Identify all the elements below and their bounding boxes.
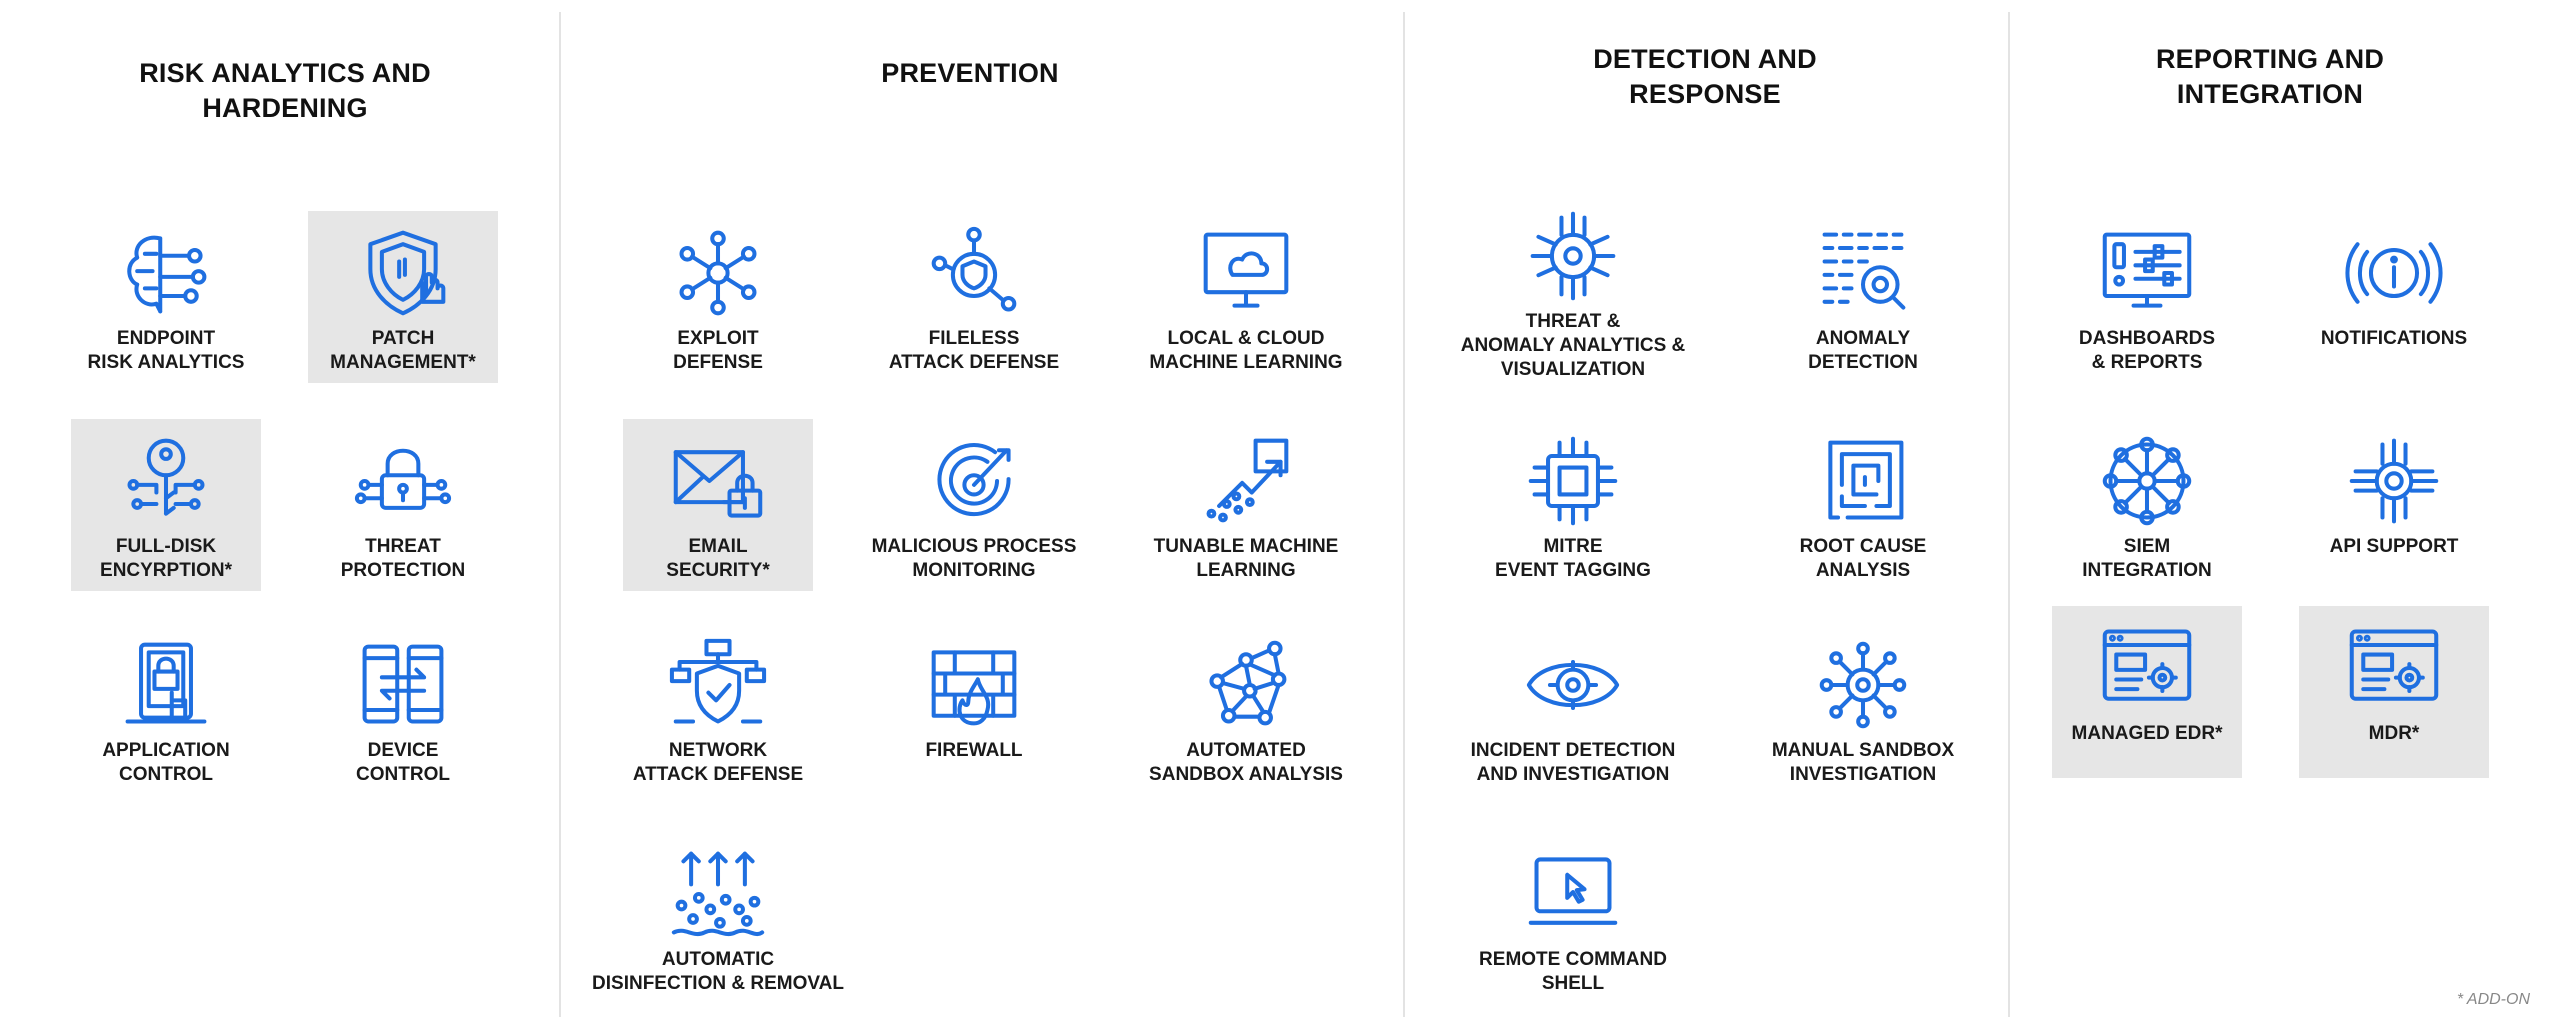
hub-network-icon bbox=[2099, 433, 2195, 529]
shield-hand-icon bbox=[355, 225, 451, 321]
feature-email-security[interactable] bbox=[623, 419, 813, 591]
cleanup-arrows-icon bbox=[670, 846, 766, 942]
feature-dashboards-reports[interactable] bbox=[2052, 211, 2242, 383]
feature-remote-command-shell[interactable] bbox=[1478, 832, 1668, 1004]
feature-label: MANAGED EDR* bbox=[2071, 723, 2223, 744]
feature-mitre-event-tagging[interactable] bbox=[1478, 419, 1668, 591]
feature-label: ROOT CAUSE ANALYSIS bbox=[1799, 536, 1927, 581]
feature-label: DASHBOARDS & REPORTS bbox=[2078, 328, 2216, 373]
column-title-risk-analytics: RISK ANALYTICS AND HARDENING bbox=[139, 58, 431, 123]
feature-label: AUTOMATIC DISINFECTION & REMOVAL bbox=[592, 949, 844, 994]
eye-target-icon bbox=[1525, 637, 1621, 733]
feature-label: APPLICATION CONTROL bbox=[102, 740, 230, 785]
network-shield-icon bbox=[670, 637, 766, 733]
column-divider bbox=[2008, 12, 2010, 1017]
feature-root-cause-analysis[interactable] bbox=[1768, 419, 1958, 591]
binary-magnifier-icon bbox=[1815, 225, 1911, 321]
feature-label: THREAT PROTECTION bbox=[340, 536, 466, 581]
feature-label: FILELESS ATTACK DEFENSE bbox=[888, 328, 1060, 373]
feature-label: ANOMALY DETECTION bbox=[1808, 328, 1918, 373]
dashboard-icon bbox=[2099, 225, 2195, 321]
key-circuit-icon bbox=[118, 433, 214, 529]
browser-gear-icon bbox=[2346, 620, 2442, 716]
feature-local-cloud-machine-learning[interactable] bbox=[1151, 211, 1341, 383]
shield-nodes-icon bbox=[926, 225, 1022, 321]
node-network-icon bbox=[670, 225, 766, 321]
feature-label: THREAT & ANOMALY ANALYTICS & VISUALIZATION bbox=[1460, 311, 1686, 380]
feature-label: INCIDENT DETECTION AND INVESTIGATION bbox=[1470, 740, 1676, 785]
monitor-cloud-icon bbox=[1198, 225, 1294, 321]
add-on-footnote: * ADD-ON bbox=[2456, 991, 2530, 1008]
radar-target-icon bbox=[926, 433, 1022, 529]
feature-label: LOCAL & CLOUD MACHINE LEARNING bbox=[1149, 328, 1343, 373]
feature-label: MANUAL SANDBOX INVESTIGATION bbox=[1771, 740, 1955, 785]
feature-full-disk-encryption[interactable] bbox=[71, 419, 261, 591]
feature-threat-protection[interactable] bbox=[308, 419, 498, 591]
feature-malicious-process-monitoring[interactable] bbox=[871, 419, 1077, 591]
firewall-icon bbox=[926, 637, 1022, 733]
feature-label: EXPLOIT DEFENSE bbox=[673, 328, 763, 373]
feature-label: AUTOMATED SANDBOX ANALYSIS bbox=[1149, 740, 1343, 785]
feature-application-control[interactable] bbox=[71, 623, 261, 795]
feature-label: MALICIOUS PROCESS MONITORING bbox=[871, 536, 1077, 581]
feature-firewall[interactable] bbox=[879, 623, 1069, 795]
feature-label: SIEM INTEGRATION bbox=[2082, 536, 2212, 581]
feature-siem-integration[interactable] bbox=[2052, 419, 2242, 591]
device-transfer-icon bbox=[355, 637, 451, 733]
feature-automated-sandbox-analysis[interactable] bbox=[1151, 623, 1341, 795]
feature-label: NOTIFICATIONS bbox=[2320, 328, 2468, 349]
column-title-detection: DETECTION AND RESPONSE bbox=[1593, 44, 1817, 109]
feature-automatic-disinfection-removal[interactable] bbox=[592, 832, 844, 1004]
feature-label: MDR* bbox=[2368, 723, 2420, 744]
chip-icon bbox=[1525, 433, 1621, 529]
feature-label: API SUPPORT bbox=[2329, 536, 2459, 557]
envelope-lock-icon bbox=[670, 433, 766, 529]
screen-cursor-icon bbox=[1525, 846, 1621, 942]
browser-gear-icon bbox=[2099, 620, 2195, 716]
feature-anomaly-detection[interactable] bbox=[1768, 211, 1958, 383]
feature-label: FIREWALL bbox=[925, 740, 1023, 761]
feature-fileless-attack-defense[interactable] bbox=[879, 211, 1069, 383]
column-title-prevention: PREVENTION bbox=[881, 58, 1059, 88]
feature-endpoint-risk-analytics[interactable] bbox=[71, 211, 261, 383]
feature-label: DEVICE CONTROL bbox=[356, 740, 450, 785]
padlock-network-icon bbox=[355, 433, 451, 529]
feature-exploit-defense[interactable] bbox=[623, 211, 813, 383]
feature-label: MITRE EVENT TAGGING bbox=[1495, 536, 1651, 581]
feature-mdr[interactable] bbox=[2299, 606, 2489, 778]
column-divider bbox=[559, 12, 561, 1017]
column-divider bbox=[1403, 12, 1405, 1017]
maze-icon bbox=[1815, 433, 1911, 529]
feature-label: NETWORK ATTACK DEFENSE bbox=[632, 740, 804, 785]
brain-circuit-icon bbox=[118, 225, 214, 321]
mesh-network-icon bbox=[1198, 637, 1294, 733]
feature-managed-edr[interactable] bbox=[2052, 606, 2242, 778]
gear-network-icon bbox=[1815, 637, 1911, 733]
bug-circuit-icon bbox=[1525, 208, 1621, 304]
feature-label: TUNABLE MACHINE LEARNING bbox=[1153, 536, 1339, 581]
feature-label: PATCH MANAGEMENT* bbox=[330, 328, 476, 373]
feature-incident-detection-investigation[interactable] bbox=[1470, 623, 1676, 795]
feature-notifications[interactable] bbox=[2299, 211, 2489, 383]
feature-label: ENDPOINT RISK ANALYTICS bbox=[87, 328, 245, 373]
feature-threat-anomaly-analytics-visualization[interactable] bbox=[1460, 194, 1686, 380]
info-circle-icon bbox=[2346, 225, 2442, 321]
touch-lock-icon bbox=[118, 637, 214, 733]
feature-network-attack-defense[interactable] bbox=[623, 623, 813, 795]
feature-manual-sandbox-investigation[interactable] bbox=[1768, 623, 1958, 795]
feature-patch-management[interactable] bbox=[308, 211, 498, 383]
column-title-reporting: REPORTING AND INTEGRATION bbox=[2155, 44, 2385, 109]
feature-tunable-machine-learning[interactable] bbox=[1151, 419, 1341, 591]
feature-label: REMOTE COMMAND SHELL bbox=[1479, 949, 1667, 994]
feature-label: FULL-DISK ENCYRPTION* bbox=[100, 536, 232, 581]
feature-api-support[interactable] bbox=[2299, 419, 2489, 591]
api-gear-icon bbox=[2346, 433, 2442, 529]
feature-device-control[interactable] bbox=[308, 623, 498, 795]
feature-label: EMAIL SECURITY* bbox=[666, 536, 770, 581]
growth-arrow-icon bbox=[1198, 433, 1294, 529]
